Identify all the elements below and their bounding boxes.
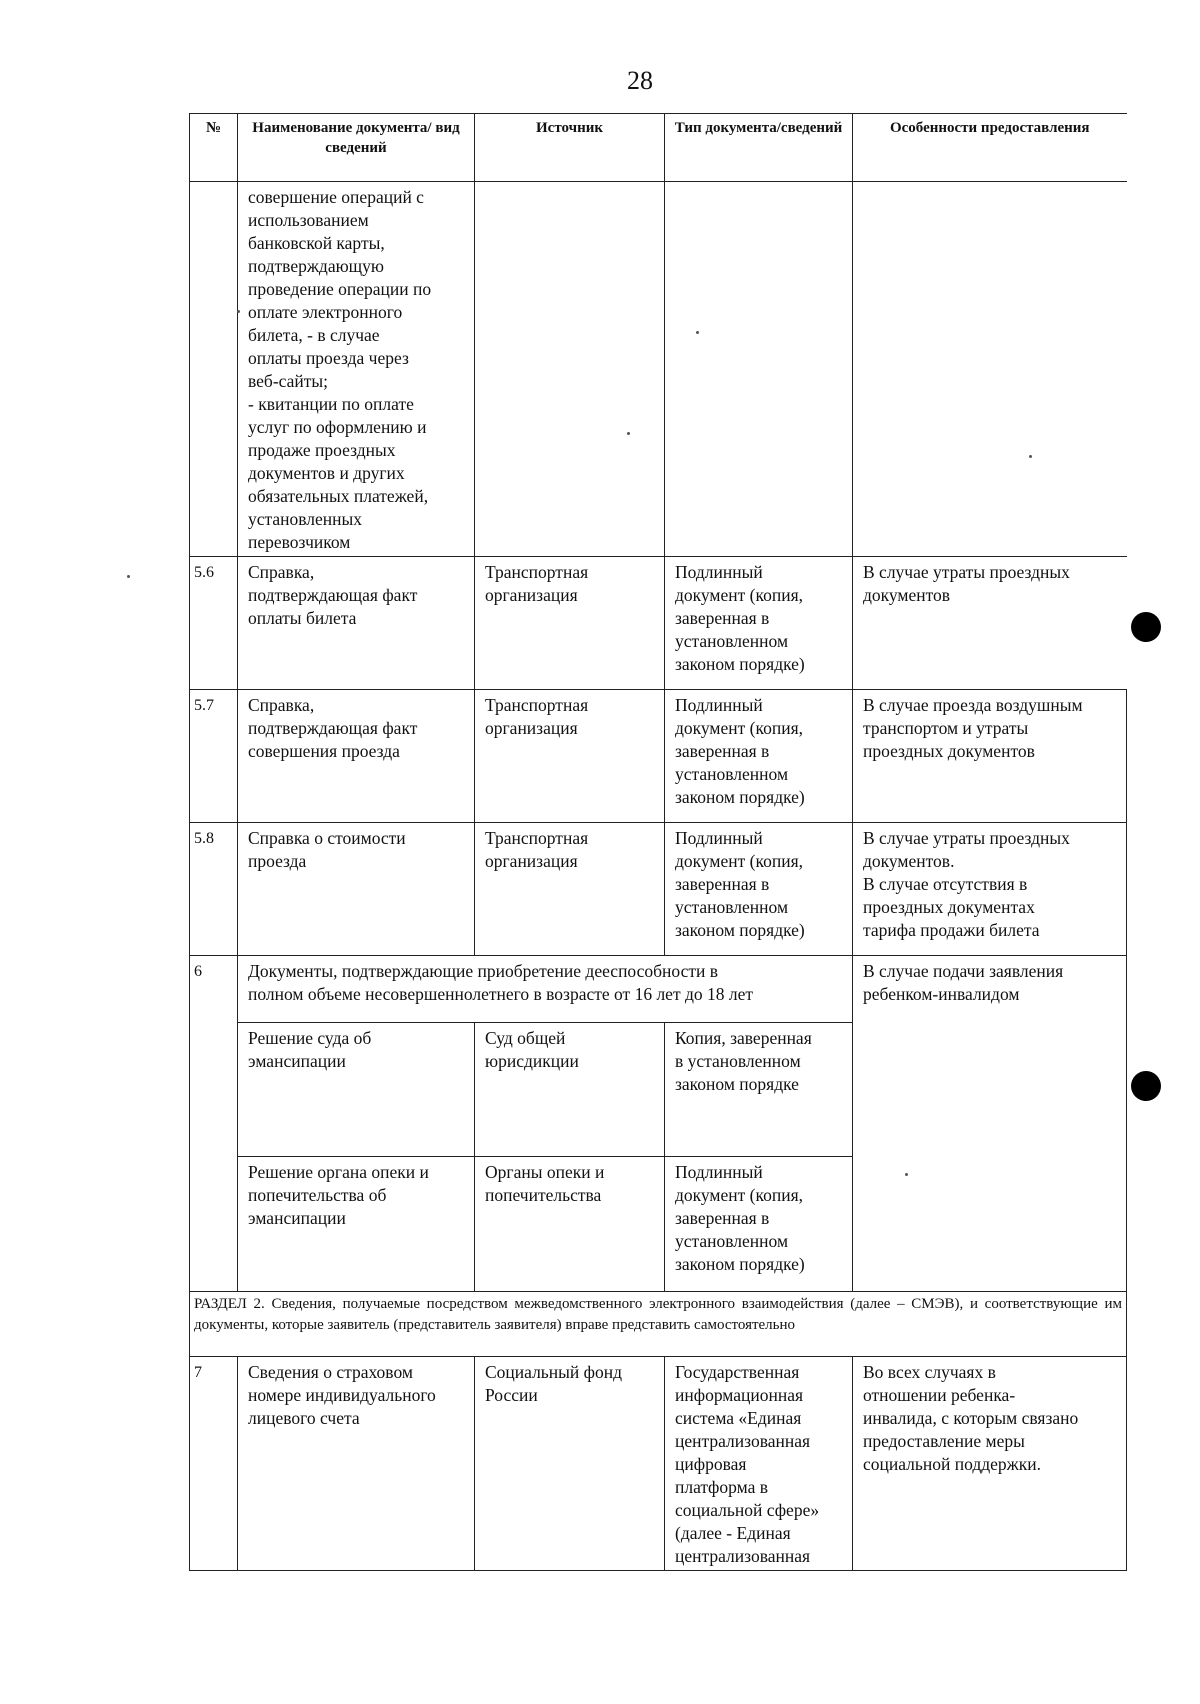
row-source <box>475 182 665 557</box>
row-features: В случае проезда воздушным транспортом и утраты проездных документов <box>853 690 1127 823</box>
row-document-name: Решение суда об эмансипации <box>238 1023 475 1157</box>
table-row-continued <box>190 182 1127 557</box>
scan-speck <box>1029 455 1032 458</box>
row-document-type <box>665 182 853 557</box>
row-source: Транспортная организация <box>475 823 665 956</box>
punch-hole-mark <box>1131 612 1161 642</box>
row-group-title: Документы, подтверждающие приобретение дееспособности в полном объеме несовершеннолетнего в возрасте от 16 лет до 18 лет <box>238 956 853 1023</box>
row-document-type: Копия, заверенная в установленном законом порядке <box>665 1023 853 1157</box>
row-source: Транспортная организация <box>475 690 665 823</box>
row-document-name: Справка, подтверждающая факт оплаты билета <box>238 557 475 690</box>
row-number: 5.7 <box>190 690 238 823</box>
header-source: Источник <box>475 114 665 182</box>
row-document-name: совершение операций с использованием банковской карты, подтверждающую проведение операции по оплате электронного билета, - в случае оплаты проезда через веб-сайты; - квитанции по оплате услуг по оформлению и продаже проездных документов и других обязательных платежей, установленных перевозчиком <box>238 182 475 557</box>
row-features: Во всех случаях в отношении ребенка- инвалида, с которым связано предоставление меры социальной поддержки. <box>853 1357 1127 1571</box>
scan-speck <box>127 575 130 578</box>
row-document-name: Справка, подтверждающая факт совершения проезда <box>238 690 475 823</box>
row-document-name: Справка о стоимости проезда <box>238 823 475 956</box>
header-document-name: Наименование документа/ вид сведений <box>238 114 475 182</box>
row-number <box>190 182 238 557</box>
row-features: В случае утраты проездных документов <box>853 557 1127 690</box>
row-features: В случае подачи заявления ребенком-инвалидом <box>853 956 1127 1292</box>
scan-speck <box>905 1173 908 1176</box>
row-document-type: Государственная информационная система «Единая централизованная цифровая платформа в социальной сфере» (далее - Единая централизованная <box>665 1357 853 1571</box>
row-number: 5.6 <box>190 557 238 690</box>
row-document-type: Подлинный документ (копия, заверенная в установленном законом порядке) <box>665 823 853 956</box>
row-document-name: Решение органа опеки и попечительства об эмансипации <box>238 1157 475 1292</box>
table-row-5-6 <box>190 557 1127 690</box>
row-number: 6 <box>190 956 238 1292</box>
row-source: Органы опеки и попечительства <box>475 1157 665 1292</box>
row-document-type: Подлинный документ (копия, заверенная в установленном законом порядке) <box>665 1157 853 1292</box>
section-2-row <box>190 1292 1127 1357</box>
row-number: 5.8 <box>190 823 238 956</box>
section-2-title: РАЗДЕЛ 2. Сведения, получаемые посредством межведомственного электронного взаимодействия (далее – СМЭВ), и соответствующие им документы, которые заявитель (представитель заявителя) вправе представить самостоятельно <box>190 1292 1127 1357</box>
row-source: Транспортная организация <box>475 557 665 690</box>
table-row-5-8 <box>190 823 1127 956</box>
documents-table <box>189 113 1127 1571</box>
row-features <box>853 182 1127 557</box>
row-document-type: Подлинный документ (копия, заверенная в установленном законом порядке) <box>665 690 853 823</box>
table-header-row <box>190 114 1127 182</box>
page-number: 28 <box>627 66 653 95</box>
table-row-5-7 <box>190 690 1127 823</box>
table-row-6 <box>190 956 1127 1023</box>
header-features: Особенности предоставления <box>853 114 1127 182</box>
row-document-name: Сведения о страховом номере индивидуального лицевого счета <box>238 1357 475 1571</box>
row-source: Социальный фонд России <box>475 1357 665 1571</box>
row-document-type: Подлинный документ (копия, заверенная в установленном законом порядке) <box>665 557 853 690</box>
scan-speck <box>627 432 630 435</box>
header-number: № <box>190 114 238 182</box>
row-number: 7 <box>190 1357 238 1571</box>
punch-hole-mark <box>1131 1071 1161 1101</box>
scan-speck <box>237 310 240 313</box>
table-row-7 <box>190 1357 1127 1571</box>
header-document-type: Тип документа/сведений <box>665 114 853 182</box>
row-features: В случае утраты проездных документов. В случае отсутствия в проездных документах тарифа продажи билета <box>853 823 1127 956</box>
row-source: Суд общей юрисдикции <box>475 1023 665 1157</box>
scan-speck <box>696 331 699 334</box>
